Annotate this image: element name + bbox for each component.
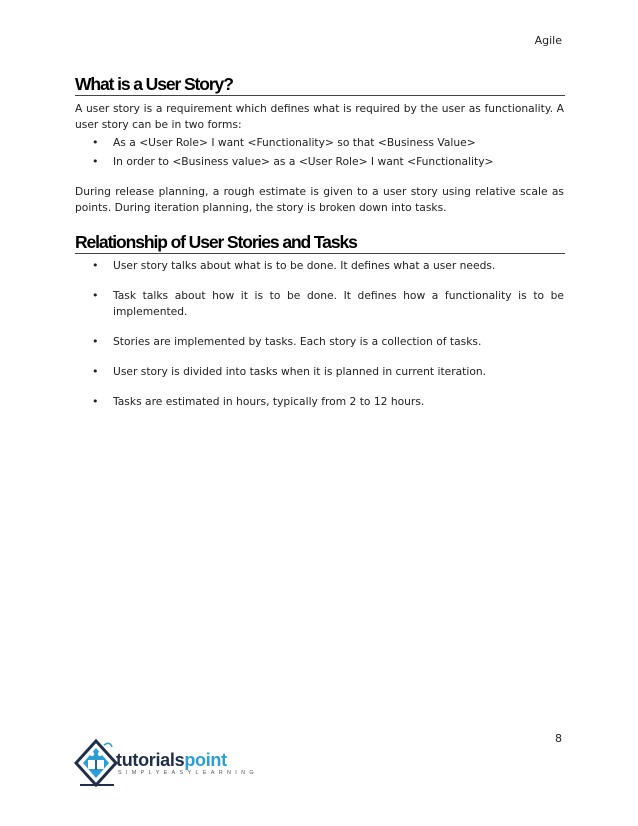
list-item bbox=[75, 334, 564, 350]
bullet-icon: • bbox=[92, 136, 99, 149]
list-item-text: User story talks about what is to be done. It defines what a user needs. bbox=[113, 259, 496, 272]
logo-wordmark bbox=[116, 750, 227, 771]
tutorialspoint-logo bbox=[74, 739, 258, 789]
bullet-icon: • bbox=[92, 155, 99, 168]
list-item bbox=[75, 135, 564, 151]
bullet-icon: • bbox=[92, 365, 99, 378]
section-title-relationship: Relationship of User Stories and Tasks bbox=[75, 232, 565, 254]
logo-word-part2: point bbox=[184, 750, 227, 770]
list-item-text: Tasks are estimated in hours, typically from 2 to 12 hours. bbox=[113, 395, 425, 408]
paragraph-planning: During release planning, a rough estimate is given to a user story using relative scale as points. During iteration planning, the story is broken down into tasks. bbox=[75, 185, 564, 214]
list-item bbox=[75, 394, 564, 410]
paragraph-definition: A user story is a requirement which defines what is required by the user as functionality. A user story can be in two forms: bbox=[75, 102, 564, 131]
bullet-list-relationship bbox=[75, 258, 564, 424]
list-item-text: Task talks about how it is to be done. It defines how a functionality is to be implemented. bbox=[113, 289, 564, 318]
list-item-text: In order to <Business value> as a <User Role> I want <Functionality> bbox=[113, 155, 494, 168]
list-item-text: User story is divided into tasks when it is planned in current iteration. bbox=[113, 365, 487, 378]
list-item bbox=[75, 288, 564, 320]
list-item-text: Stories are implemented by tasks. Each story is a collection of tasks. bbox=[113, 335, 482, 348]
logo-tagline: SIMPLYEASYLEARNING bbox=[118, 770, 258, 776]
list-item-text: As a <User Role> I want <Functionality> so that <Business Value> bbox=[113, 136, 476, 149]
page-number: 8 bbox=[555, 732, 562, 745]
list-item bbox=[75, 364, 564, 380]
bullet-icon: • bbox=[92, 395, 99, 408]
list-item bbox=[75, 258, 564, 274]
tutorialspoint-logo-icon bbox=[74, 739, 120, 789]
section-title-user-story: What is a User Story? bbox=[75, 74, 565, 96]
bullet-icon: • bbox=[92, 335, 99, 348]
bullet-icon: • bbox=[92, 259, 99, 272]
logo-word-part1: tutorials bbox=[116, 750, 185, 770]
bullet-icon: • bbox=[92, 289, 99, 302]
list-item bbox=[75, 154, 564, 170]
running-header: Agile bbox=[534, 34, 562, 47]
bullet-list-story-forms bbox=[75, 135, 564, 173]
